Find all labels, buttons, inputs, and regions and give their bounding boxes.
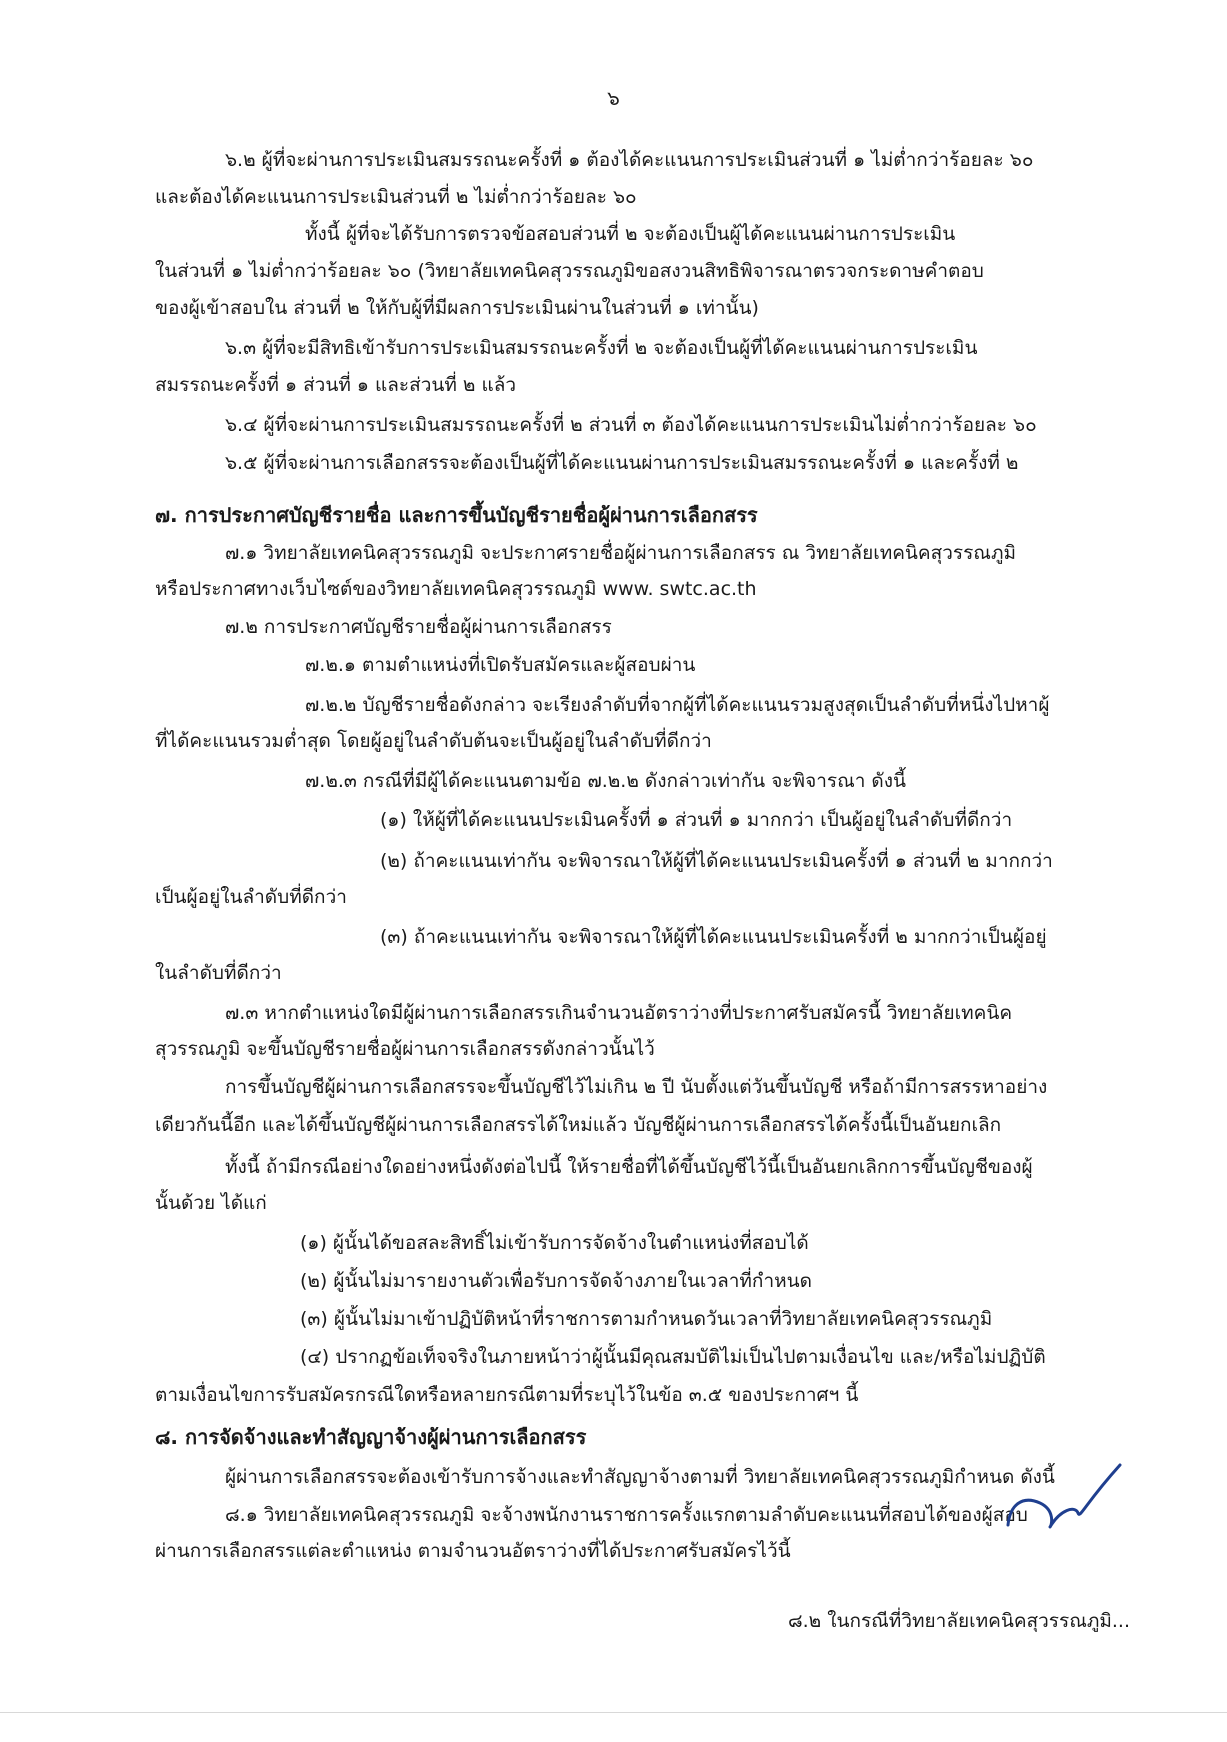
signature-image: [1000, 1455, 1130, 1535]
text-line: (๒) ถ้าคะแนนเท่ากัน จะพิจารณาให้ผู้ที่ได้คะแนนประเมินครั้งที่ ๑ ส่วนที่ ๒ มากกว่า: [380, 850, 1053, 872]
text-line: ที่ได้คะแนนรวมต่ำสุด โดยผู้อยู่ในลำดับต้นจะเป็นผู้อยู่ในลำดับที่ดีกว่า: [155, 730, 712, 752]
text-line: ทั้งนี้ ถ้ามีกรณีอย่างใดอย่างหนึ่งดังต่อไปนี้ ให้รายชื่อที่ได้ขึ้นบัญชีไว้นี้เป็นอันยกเลิกการขึ้นบัญชีของผู้: [225, 1156, 1033, 1178]
text-line: เดียวกันนี้อีก และได้ขึ้นบัญชีผู้ผ่านการเลือกสรรได้ใหม่แล้ว บัญชีผู้ผ่านการเลือกสรรได้ครั้งนี้เป็นอันยกเลิก: [155, 1114, 1002, 1136]
text-line: ๗.๒.๓ กรณีที่มีผู้ได้คะแนนตามข้อ ๗.๒.๒ ดังกล่าวเท่ากัน จะพิจารณา ดังนี้: [305, 770, 907, 792]
text-line: ผู้ผ่านการเลือกสรรจะต้องเข้ารับการจ้างและทำสัญญาจ้างตามที่ วิทยาลัยเทคนิคสุวรรณภูมิกำหนด ดังนี้: [225, 1466, 1055, 1488]
section-heading: ๗. การประกาศบัญชีรายชื่อ และการขึ้นบัญชีรายชื่อผู้ผ่านการเลือกสรร: [155, 503, 758, 527]
text-line: การขึ้นบัญชีผู้ผ่านการเลือกสรรจะขึ้นบัญชีไว้ไม่เกิน ๒ ปี นับตั้งแต่วันขึ้นบัญชี หรือถ้ามีการสรรหาอย่าง: [225, 1076, 1048, 1098]
text-line: ในลำดับที่ดีกว่า: [155, 962, 282, 984]
text-line: ๗.๒.๑ ตามตำแหน่งที่เปิดรับสมัครและผู้สอบผ่าน: [305, 654, 696, 676]
section-heading: ๘. การจัดจ้างและทำสัญญาจ้างผู้ผ่านการเลือกสรร: [155, 1425, 587, 1449]
text-line: ๖.๒ ผู้ที่จะผ่านการประเมินสมรรถนะครั้งที่ ๑ ต้องได้คะแนนการประเมินส่วนที่ ๑ ไม่ต่ำกว่าร้อยละ ๖๐: [225, 149, 1034, 171]
text-line: ผ่านการเลือกสรรแต่ละตำแหน่ง ตามจำนวนอัตราว่างที่ได้ประกาศรับสมัครไว้นี้: [155, 1540, 791, 1562]
text-line: เป็นผู้อยู่ในลำดับที่ดีกว่า: [155, 886, 347, 908]
bottom-edge-line: [0, 1712, 1227, 1713]
text-line: (๓) ถ้าคะแนนเท่ากัน จะพิจารณาให้ผู้ที่ได้คะแนนประเมินครั้งที่ ๒ มากกว่าเป็นผู้อยู่: [380, 926, 1047, 948]
text-line: (๑) ผู้นั้นได้ขอสละสิทธิ์ไม่เข้ารับการจัดจ้างในตำแหน่งที่สอบได้: [300, 1232, 809, 1254]
text-line: สุวรรณภูมิ จะขึ้นบัญชีรายชื่อผู้ผ่านการเลือกสรรดังกล่าวนั้นไว้: [155, 1038, 655, 1060]
text-line: ของผู้เข้าสอบใน ส่วนที่ ๒ ให้กับผู้ที่มีผลการประเมินผ่านในส่วนที่ ๑ เท่านั้น): [155, 297, 759, 319]
text-line: ๗.๒.๒ บัญชีรายชื่อดังกล่าว จะเรียงลำดับที่จากผู้ที่ได้คะแนนรวมสูงสุดเป็นลำดับที่หนึ่งไปหาผู้: [305, 694, 1050, 716]
text-line: ๖.๕ ผู้ที่จะผ่านการเลือกสรรจะต้องเป็นผู้ที่ได้คะแนนผ่านการประเมินสมรรถนะครั้งที่ ๑ และครั้งที่ ๒: [225, 452, 1019, 474]
text-line: (๒) ผู้นั้นไม่มารายงานตัวเพื่อรับการจัดจ้างภายในเวลาที่กำหนด: [300, 1270, 812, 1292]
text-line: สมรรถนะครั้งที่ ๑ ส่วนที่ ๑ และส่วนที่ ๒ แล้ว: [155, 374, 517, 396]
text-line: ๖.๔ ผู้ที่จะผ่านการประเมินสมรรถนะครั้งที่ ๒ ส่วนที่ ๓ ต้องได้คะแนนการประเมินไม่ต่ำกว่าร้อยละ ๖๐: [225, 414, 1037, 436]
text-line: ๖.๓ ผู้ที่จะมีสิทธิเข้ารับการประเมินสมรรถนะครั้งที่ ๒ จะต้องเป็นผู้ที่ได้คะแนนผ่านการประเมิน: [225, 337, 978, 359]
text-line: ทั้งนี้ ผู้ที่จะได้รับการตรวจข้อสอบส่วนที่ ๒ จะต้องเป็นผู้ได้คะแนนผ่านการประเมิน: [305, 223, 956, 245]
continuation-footer: ๘.๒ ในกรณีที่วิทยาลัยเทคนิคสุวรรณภูมิ...: [787, 1610, 1130, 1632]
text-line: ๘.๑ วิทยาลัยเทคนิคสุวรรณภูมิ จะจ้างพนักงานราชการครั้งแรกตามลำดับคะแนนที่สอบได้ของผู้สอบ: [225, 1504, 1028, 1526]
page-number: ๖: [607, 86, 620, 110]
text-line: (๔) ปรากฏข้อเท็จจริงในภายหน้าว่าผู้นั้นมีคุณสมบัติไม่เป็นไปตามเงื่อนไข และ/หรือไม่ปฏิบัติ: [300, 1346, 1046, 1368]
text-line: นั้นด้วย ได้แก่: [155, 1192, 267, 1214]
text-line: ตามเงื่อนไขการรับสมัครกรณีใดหรือหลายกรณีตามที่ระบุไว้ในข้อ ๓.๕ ของประกาศฯ นี้: [155, 1384, 859, 1406]
text-line: ๗.๒ การประกาศบัญชีรายชื่อผู้ผ่านการเลือกสรร: [225, 616, 612, 638]
text-line: และต้องได้คะแนนการประเมินส่วนที่ ๒ ไม่ต่ำกว่าร้อยละ ๖๐: [155, 186, 637, 208]
text-line: หรือประกาศทางเว็บไซต์ของวิทยาลัยเทคนิคสุวรรณภูมิ www. swtc.ac.th: [155, 578, 757, 600]
text-line: ๗.๑ วิทยาลัยเทคนิคสุวรรณภูมิ จะประกาศรายชื่อผู้ผ่านการเลือกสรร ณ วิทยาลัยเทคนิคสุวรรณภูมิ: [225, 542, 1016, 564]
text-line: (๑) ให้ผู้ที่ได้คะแนนประเมินครั้งที่ ๑ ส่วนที่ ๑ มากกว่า เป็นผู้อยู่ในลำดับที่ดีกว่า: [380, 809, 1013, 831]
text-line: ๗.๓ หากตำแหน่งใดมีผู้ผ่านการเลือกสรรเกินจำนวนอัตราว่างที่ประกาศรับสมัครนี้ วิทยาลัยเทคนิค: [225, 1002, 1013, 1024]
text-line: (๓) ผู้นั้นไม่มาเข้าปฏิบัติหน้าที่ราชการตามกำหนดวันเวลาที่วิทยาลัยเทคนิคสุวรรณภูมิ: [300, 1308, 993, 1330]
text-line: ในส่วนที่ ๑ ไม่ต่ำกว่าร้อยละ ๖๐ (วิทยาลัยเทคนิคสุวรรณภูมิขอสงวนสิทธิพิจารณาตรวจกระดาษคำตอบ: [155, 260, 984, 282]
